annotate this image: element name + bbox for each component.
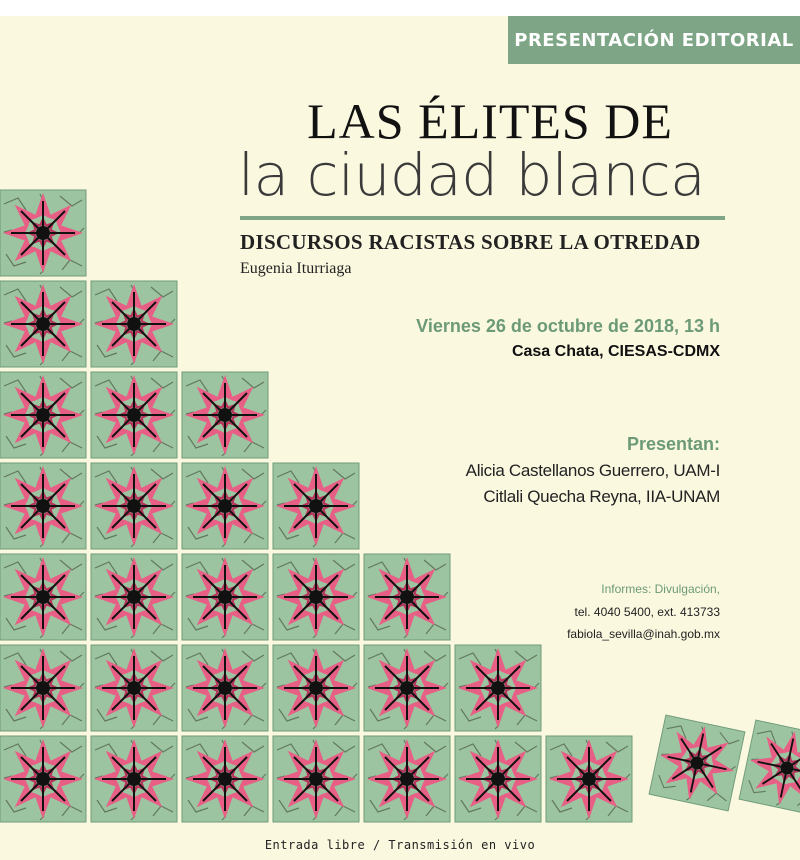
flower-tile <box>0 645 86 731</box>
tilted-flower-tile <box>649 715 745 811</box>
flower-tile <box>0 736 86 822</box>
presenter-name: Citlali Quecha Reyna, IIA-UNAM <box>483 487 720 506</box>
flower-tile <box>0 190 86 276</box>
header-badge-label: PRESENTACIÓN EDITORIAL <box>514 29 794 51</box>
contact-label: Informes: Divulgación, <box>601 582 720 596</box>
flower-tile <box>91 554 177 640</box>
flower-tile <box>182 372 268 458</box>
flower-tile <box>182 554 268 640</box>
flower-tile <box>273 645 359 731</box>
flower-tile <box>455 736 541 822</box>
flower-tile <box>0 372 86 458</box>
flower-tile <box>91 372 177 458</box>
event-venue: Casa Chata, CIESAS-CDMX <box>511 343 720 360</box>
flower-tile <box>546 736 632 822</box>
flower-tile <box>273 463 359 549</box>
flower-tile <box>182 736 268 822</box>
book-title-line-1: LAS ÉLITES DE <box>307 93 673 149</box>
flower-tile <box>364 554 450 640</box>
contact-phone: tel. 4040 5400, ext. 413733 <box>574 605 720 619</box>
tile-group <box>0 190 800 822</box>
contact-email[interactable]: fabiola_sevilla@inah.gob.mx <box>567 627 720 641</box>
flower-tile <box>182 645 268 731</box>
flower-tile <box>182 463 268 549</box>
book-author: Eugenia Iturriaga <box>240 260 352 277</box>
flower-tile <box>455 645 541 731</box>
footer-note: Entrada libre / Transmisión en vivo <box>264 838 536 852</box>
flower-tile <box>91 736 177 822</box>
flower-tile <box>91 645 177 731</box>
flower-tile <box>91 463 177 549</box>
flower-tile <box>91 281 177 367</box>
flower-tile <box>273 554 359 640</box>
presenter-name: Alicia Castellanos Guerrero, UAM-I <box>465 461 720 480</box>
flower-tile <box>0 281 86 367</box>
event-date-time: Viernes 26 de octubre de 2018, 13 h <box>416 316 720 336</box>
book-title-line-2: la ciudad blanca <box>238 141 706 209</box>
flower-tile <box>273 736 359 822</box>
flower-tile <box>0 463 86 549</box>
flower-tile <box>364 736 450 822</box>
tilted-flower-tile <box>739 720 800 816</box>
flower-tile <box>364 645 450 731</box>
book-subtitle: DISCURSOS RACISTAS SOBRE LA OTREDAD <box>240 230 701 254</box>
presenters-heading: Presentan: <box>626 434 720 454</box>
flower-tile <box>0 554 86 640</box>
